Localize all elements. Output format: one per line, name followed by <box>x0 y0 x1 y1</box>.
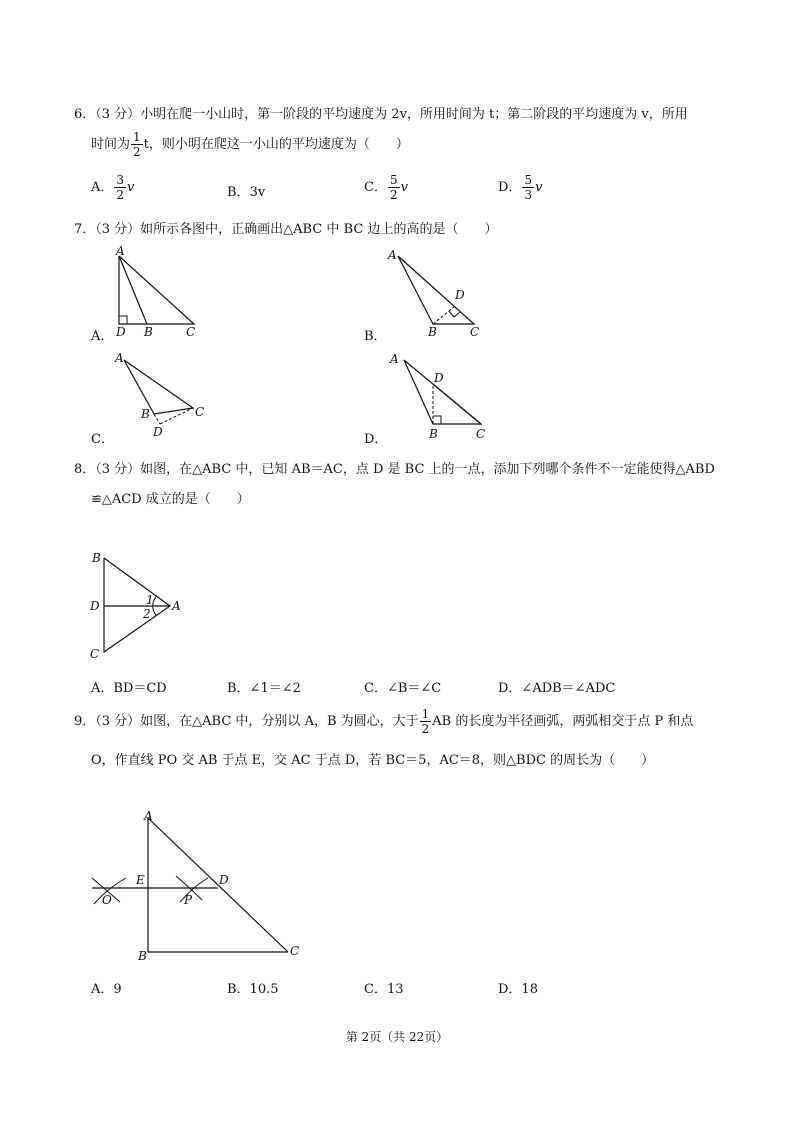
q7-option-b[interactable]: B． <box>364 329 387 344</box>
q7-figure-a <box>108 244 208 340</box>
q7a-label-a: A <box>116 244 125 258</box>
q6-fraction <box>131 131 143 158</box>
q6-frac-num: 1 <box>133 130 141 144</box>
q9-fraction <box>420 708 432 735</box>
q9-frac-den: 2 <box>421 722 430 736</box>
q7d-label-a: A <box>390 352 399 366</box>
q7d-label-b: B <box>429 427 438 441</box>
q9-stem-post: AB 的长度为半径画弧，两弧相交于点 P 和点 <box>432 714 694 729</box>
q6-stem-line2 <box>91 131 409 158</box>
q7c-label-a: A <box>115 351 124 365</box>
q6-option-a-den: 2 <box>116 188 125 202</box>
q6-option-c-suffix: v <box>400 180 408 195</box>
q8-stem-line1: 8．（3 分）如图，在△ABC 中，已知 AB＝AC，点 D 是 BC 上的一点，添加下列哪个条件不一定能使得△ABD <box>74 462 715 477</box>
q6-option-d-num: 5 <box>524 173 533 187</box>
q9-frac-num: 1 <box>421 707 430 721</box>
q9-label-o: O <box>102 893 112 907</box>
q9-stem-line1 <box>74 708 693 735</box>
q9-label-d: D <box>219 873 229 887</box>
q6-option-d-label: D． <box>498 180 522 195</box>
q7-stem: 7．（3 分）如所示各图中，正确画出△ABC 中 BC 边上的高的是（ ） <box>74 222 498 237</box>
q9-figure <box>82 804 312 970</box>
q7b-label-b: B <box>428 325 437 339</box>
q7-figure-c <box>108 346 218 442</box>
q8-figure <box>86 546 196 662</box>
q7b-label-c: C <box>470 325 480 339</box>
q6-option-d-suffix: v <box>535 180 543 195</box>
q6-stem-pre: 时间为 <box>91 137 131 152</box>
q9-option-b[interactable]: B．10.5 <box>227 982 279 997</box>
q9-label-b: B <box>138 949 147 963</box>
q6-option-b-label: B． <box>227 185 250 200</box>
q6-option-c-den: 2 <box>389 188 398 202</box>
q8-label-a: A <box>172 599 181 613</box>
q9-label-e: E <box>136 873 145 887</box>
q6-option-c-label: C． <box>364 180 387 195</box>
q9-label-a: A <box>144 809 153 823</box>
q7-figure-b <box>384 244 494 340</box>
q9-label-p: P <box>184 893 193 907</box>
page-footer: 第 2页（共 22页） <box>345 1030 449 1044</box>
q7-option-a[interactable]: A． <box>91 329 114 344</box>
q8-option-d[interactable]: D．∠ADB＝∠ADC <box>498 681 616 696</box>
q8-label-2: 2 <box>143 607 151 621</box>
q6-option-a[interactable] <box>91 174 134 201</box>
q9-option-c[interactable]: C．13 <box>364 982 404 997</box>
q9-stem-line2: O，作直线 PO 交 AB 于点 E，交 AC 于点 D，若 BC＝5，AC＝8，则△BDC 的周长为（ ） <box>91 753 655 768</box>
q7d-label-c: C <box>476 427 486 441</box>
q6-option-a-label: A． <box>91 180 114 195</box>
q6-option-d-den: 3 <box>524 188 533 202</box>
q7b-label-d: D <box>455 288 465 302</box>
q7c-label-b: B <box>141 407 150 421</box>
q6-option-a-num: 3 <box>116 173 125 187</box>
q7a-label-d: D <box>116 325 126 339</box>
q8-label-c: C <box>90 647 100 661</box>
q8-option-b[interactable]: B．∠1＝∠2 <box>227 681 301 696</box>
q8-label-b: B <box>92 551 101 565</box>
q6-frac-den: 2 <box>133 145 141 159</box>
q7b-label-a: A <box>388 248 397 262</box>
q6-stem-line1: 6．（3 分）小明在爬一小山时，第一阶段的平均速度为 2v，所用时间为 t；第二阶段的平均速度为 v，所用 <box>74 107 688 122</box>
q9-option-d[interactable]: D．18 <box>498 982 538 997</box>
q8-label-1: 1 <box>146 593 154 607</box>
q9-label-c: C <box>290 944 300 958</box>
q7a-label-b: B <box>144 325 153 339</box>
q7-figure-d <box>384 346 494 442</box>
q9-option-a[interactable]: A．9 <box>91 982 122 997</box>
q6-option-a-suffix: v <box>127 180 135 195</box>
q8-option-c[interactable]: C．∠B＝∠C <box>364 681 442 696</box>
q8-stem-line2: ≌△ACD 成立的是（ ） <box>91 492 250 507</box>
q6-option-b-text: 3v <box>249 185 266 200</box>
q6-option-c-num: 5 <box>389 173 398 187</box>
q6-option-d[interactable] <box>498 174 542 201</box>
q7c-label-c: C <box>195 405 205 419</box>
q7-option-d[interactable]: D． <box>364 432 388 447</box>
q6-option-b[interactable] <box>227 181 265 200</box>
q7d-label-d: D <box>434 371 444 385</box>
q7c-label-d: D <box>153 425 163 439</box>
q7a-label-c: C <box>186 325 196 339</box>
q8-option-a[interactable]: A．BD＝CD <box>91 681 167 696</box>
q6-stem-post: t，则小明在爬这一小山的平均速度为（ ） <box>143 137 409 152</box>
q7-option-c[interactable]: C． <box>91 432 114 447</box>
q8-label-d: D <box>90 599 100 613</box>
q9-stem-pre: 9．（3 分）如图，在△ABC 中，分别以 A，B 为圆心，大于 <box>74 714 419 729</box>
q6-option-c[interactable] <box>364 174 408 201</box>
